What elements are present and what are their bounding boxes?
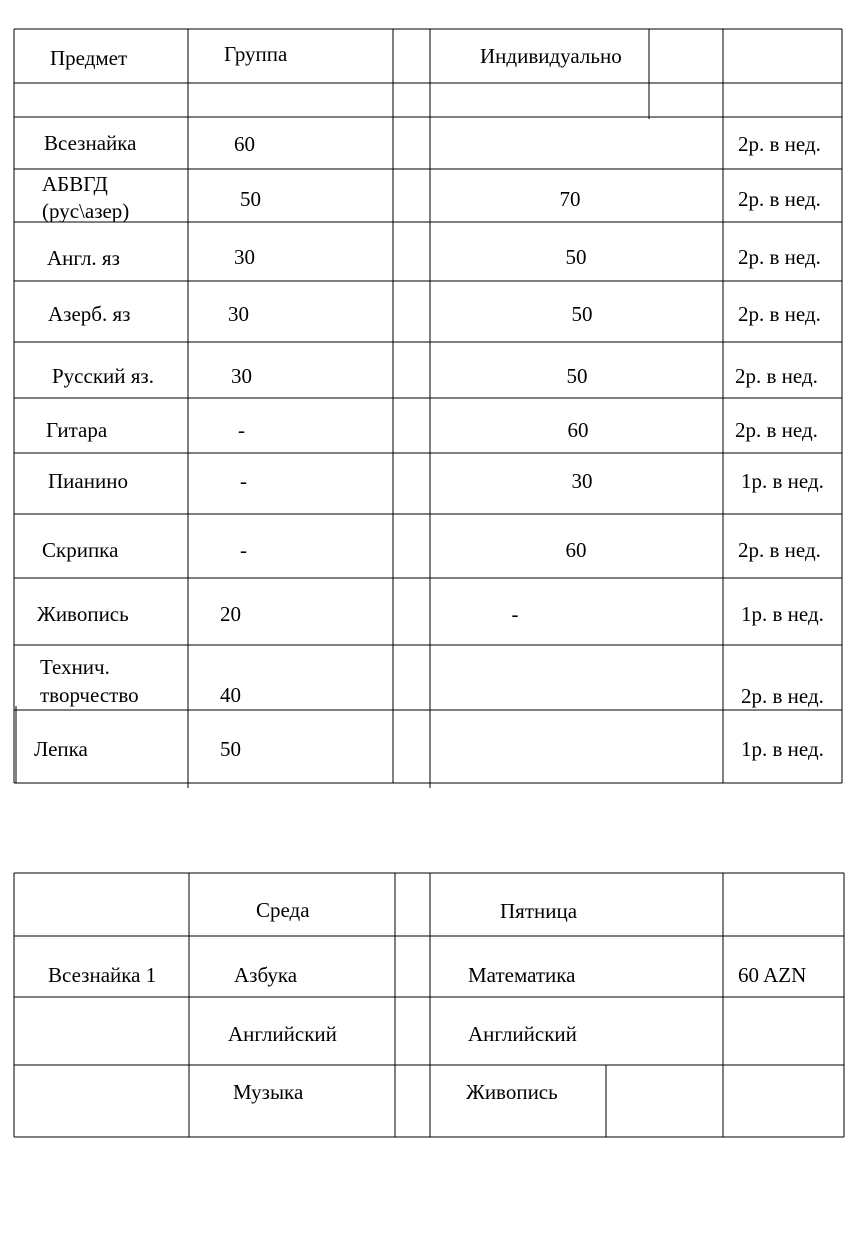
row-group-price: 30	[228, 302, 249, 326]
header-friday: Пятница	[500, 899, 578, 923]
row-individual-price: 60	[565, 538, 587, 562]
row-subject: Гитара	[46, 418, 108, 442]
row-wednesday: Музыка	[233, 1080, 304, 1104]
row-subject: Живопись	[37, 602, 129, 626]
row-frequency: 2р. в нед.	[738, 302, 821, 326]
row-subject: Англ. яз	[47, 246, 120, 270]
row-subject: Пианино	[48, 469, 128, 493]
row-individual-price: 50	[566, 364, 588, 388]
row-group-price: -	[238, 418, 245, 442]
row-friday: Английский	[468, 1022, 577, 1046]
header-subject: Предмет	[50, 46, 128, 70]
row-subject: Скрипка	[42, 538, 119, 562]
row-group-price: 50	[240, 187, 261, 211]
row-individual-price: 30	[571, 469, 593, 493]
row-wednesday: Английский	[228, 1022, 337, 1046]
header-group: Группа	[224, 42, 288, 66]
row-name: Всезнайка 1	[48, 963, 157, 987]
row-group-price: 50	[220, 737, 241, 761]
row-group-price: 30	[231, 364, 252, 388]
row-subject: АБВГД	[42, 172, 108, 196]
row-subject: Всезнайка	[44, 131, 137, 155]
row-subject: Русский яз.	[52, 364, 154, 388]
row-subject: Азерб. яз	[48, 302, 131, 326]
row-individual-price: -	[511, 602, 519, 626]
row-frequency: 1р. в нед.	[741, 602, 824, 626]
row-subject: Лепка	[34, 737, 88, 761]
row-frequency: 1р. в нед.	[741, 737, 824, 761]
row-friday: Математика	[468, 963, 576, 987]
row-group-price: 20	[220, 602, 241, 626]
row-frequency: 1р. в нед.	[741, 469, 824, 493]
row-frequency: 2р. в нед.	[735, 418, 818, 442]
row-frequency: 2р. в нед.	[738, 245, 821, 269]
row-wednesday: Азбука	[234, 963, 298, 987]
row-group-price: -	[240, 469, 247, 493]
row-group-price: 40	[220, 683, 241, 707]
header-individual: Индивидуально	[480, 44, 622, 68]
row-friday: Живопись	[466, 1080, 558, 1104]
row-individual-price: 50	[571, 302, 593, 326]
row-subject: Технич.	[40, 655, 110, 679]
row-individual-price: 50	[565, 245, 587, 269]
row-subject-line2: (рус\азер)	[42, 199, 130, 223]
row-group-price: 30	[234, 245, 255, 269]
row-subject-line2: творчество	[40, 683, 139, 707]
row-frequency: 2р. в нед.	[738, 132, 821, 156]
row-frequency: 2р. в нед.	[738, 538, 821, 562]
row-individual-price: 60	[567, 418, 589, 442]
header-wednesday: Среда	[256, 898, 310, 922]
row-price: 60 AZN	[738, 963, 807, 987]
row-group-price: 60	[234, 132, 255, 156]
row-frequency: 2р. в нед.	[741, 684, 824, 708]
row-frequency: 2р. в нед.	[738, 187, 821, 211]
row-individual-price: 70	[559, 187, 581, 211]
row-frequency: 2р. в нед.	[735, 364, 818, 388]
row-group-price: -	[240, 538, 247, 562]
